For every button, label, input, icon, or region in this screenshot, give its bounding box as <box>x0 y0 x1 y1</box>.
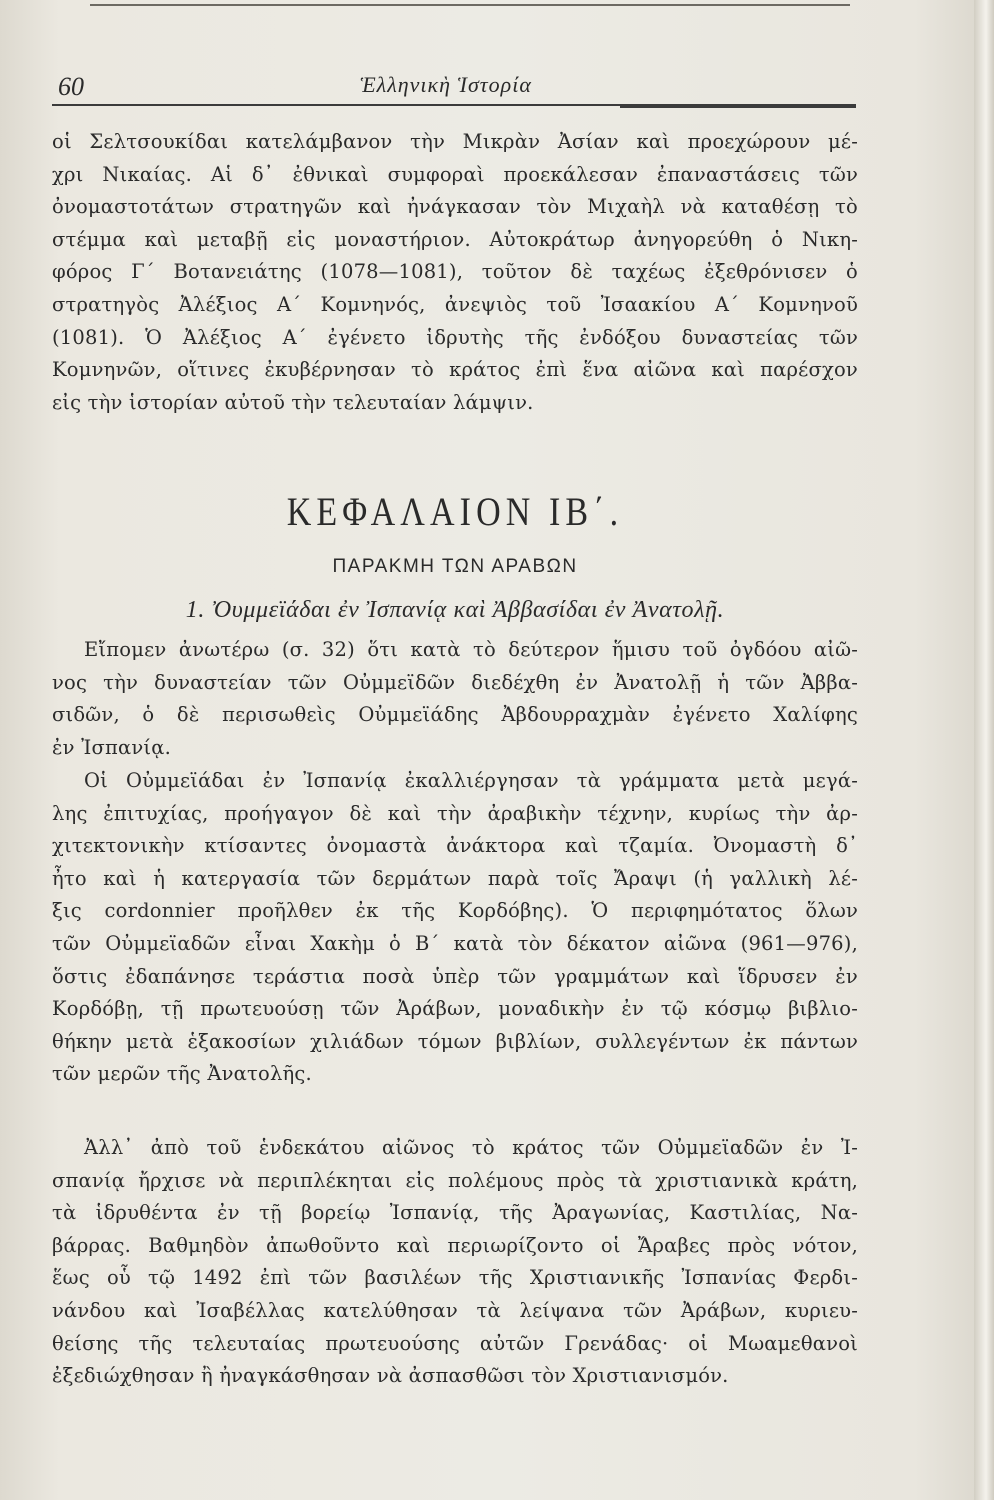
chapter-subtitle: ΠΑΡΑΚΜΗ ΤΩΝ ΑΡΑΒΩΝ <box>332 556 578 577</box>
text-line: (1081). Ὁ Ἀλέξιος Α΄ ἐγένετο ἱδρυτὴς τῆς ἐνδόξου δυναστείας τῶν <box>52 325 858 349</box>
running-title: Ἑλληνικὴ Ἱστορία <box>360 72 532 97</box>
page-header <box>58 72 834 102</box>
text-line: ἕως οὗ τῷ 1492 ἐπὶ τῶν βασιλέων τῆς Χριστιανικῆς Ἰσπανίας Φερδι- <box>52 1266 858 1290</box>
text-line: Κομνηνῶν, οἵτινες ἐκυβέρνησαν τὸ κράτος ἐπὶ ἕνα αἰῶνα καὶ παρέσχον <box>52 358 858 382</box>
text-line: βάρρας. Βαθμηδὸν ἀπωθοῦντο καὶ περιωρίζοντο οἱ Ἄραβες πρὸς νότον, <box>52 1233 858 1257</box>
intro-paragraph <box>52 126 858 419</box>
page-number: 60 <box>58 72 84 101</box>
text-line: νος τὴν δυναστείαν τῶν Οὐμμεϊδῶν διεδέχθη ἐν Ἀνατολῇ ἡ τῶν Ἀββα- <box>52 670 858 694</box>
text-line: Ἀλλ᾽ ἀπὸ τοῦ ἑνδεκάτου αἰῶνος τὸ κράτος τῶν Οὐμμεϊαδῶν ἐν Ἰ- <box>84 1136 858 1159</box>
text-line: ξις cordonnier προῆλθεν ἐκ τῆς Κορδόβης). Ὁ περιφημότατος ὅλων <box>52 899 858 923</box>
paragraph-2 <box>52 765 858 1091</box>
text-line: στέμμα καὶ μεταβῇ εἰς μοναστήριον. Αὐτοκράτωρ ἀνηγορεύθη ὁ Νικη- <box>52 227 858 251</box>
text-line: φόρος Γ΄ Βοτανειάτης (1078—1081), τοῦτον δὲ ταχέως ἐξεθρόνισεν ὁ <box>52 260 858 284</box>
text-line: εἰς τὴν ἱστορίαν αὐτοῦ τὴν τελευταίαν λάμψιν. <box>52 390 534 414</box>
text-line: οἱ Σελτσουκίδαι κατελάμβανον τὴν Μικρὰν Ἀσίαν καὶ προεχώρουν μέ- <box>52 130 858 153</box>
text-line: Οἱ Οὐμμεϊάδαι ἐν Ἰσπανίᾳ ἐκαλλιέργησαν τὰ γράμματα μετὰ μεγά- <box>84 769 858 792</box>
text-line: ὀνομαστοτάτων στρατηγῶν καὶ ἠνάγκασαν τὸν Μιχαὴλ νὰ καταθέσῃ τὸ <box>52 195 858 219</box>
text-line: νάνδου καὶ Ἰσαβέλλας κατελύθησαν τὰ λείψανα τῶν Ἀράβων, κυριευ- <box>52 1298 858 1322</box>
paragraph-3 <box>52 1132 858 1393</box>
text-line: τῶν μερῶν τῆς Ἀνατολῆς. <box>52 1062 312 1086</box>
text-line: ἐξεδιώχθησαν ἢ ἠναγκάσθησαν νὰ ἀσπασθῶσι τὸν Χριστιανισμόν. <box>52 1364 729 1388</box>
text-line: τῶν Οὐμμεϊαδῶν εἶναι Χακὴμ ὁ Β΄ κατὰ τὸν δέκατον αἰῶνα (961—976), <box>52 931 858 955</box>
section-heading: 1. Ὀυμμεϊάδαι ἐν Ἰσπανίᾳ καὶ Ἀββασίδαι ἐν Ἀνατολῇ. <box>185 597 725 623</box>
text-line: Κορδόβῃ, τῇ πρωτευούσῃ τῶν Ἀράβων, μοναδικὴν ἐν τῷ κόσμῳ βιβλιο- <box>52 997 858 1021</box>
text-line: ὅστις ἐδαπάνησε τεράστια ποσὰ ὑπὲρ τῶν γραμμάτων καὶ ἵδρυσεν ἐν <box>52 964 858 988</box>
text-line: ἦτο καὶ ἡ κατεργασία τῶν δερμάτων παρὰ τοῖς Ἄραψι (ἡ γαλλικὴ λέ- <box>52 866 858 890</box>
text-line: Εἴπομεν ἀνωτέρω (σ. 32) ὅτι κατὰ τὸ δεύτερον ἥμισυ τοῦ ὀγδόου αἰῶ- <box>84 638 858 661</box>
text-line: τὰ ἱδρυθέντα ἐν τῇ βορείῳ Ἰσπανίᾳ, τῆς Ἀραγωνίας, Καστιλίας, Να- <box>52 1201 858 1225</box>
text-line: θήκην μετὰ ἑξακοσίων χιλιάδων τόμων βιβλίων, συλλεγέντων ἐκ πάντων <box>52 1029 858 1053</box>
chapter-title: ΚΕΦΑΛΑΙΟΝ ΙΒ΄. <box>286 489 624 534</box>
top-edge-rule <box>90 4 850 6</box>
text-line: ἐν Ἰσπανίᾳ. <box>52 735 172 759</box>
header-rule-double <box>620 106 856 108</box>
text-line: σιδῶν, ὁ δὲ περισωθεὶς Οὐμμεϊάδης Ἀβδουρραχμὰν ἐγένετο Χαλίφης <box>52 703 858 727</box>
text-line: θείσης τῆς τελευταίας πρωτευούσης αὐτῶν Γρενάδας· οἱ Μωαμεθανοὶ <box>52 1331 858 1355</box>
text-line: λης ἐπιτυχίας, προήγαγον δὲ καὶ τὴν ἀραβικὴν τέχνην, κυρίως τὴν ἀρ- <box>52 801 858 825</box>
text-line: στρατηγὸς Ἀλέξιος Α΄ Κομνηνός, ἀνεψιὸς τοῦ Ἰσαακίου Α΄ Κομνηνοῦ <box>52 292 858 316</box>
text-line: χιτεκτονικὴν κτίσαντες ὀνομαστὰ ἀνάκτορα καὶ τζαμία. Ὀνομαστὴ δ᾽ <box>52 834 858 858</box>
page-edge <box>974 0 994 1500</box>
text-line: σπανίᾳ ἤρχισε νὰ περιπλέκηται εἰς πολέμους πρὸς τὰ χριστιανικὰ κράτη, <box>52 1168 858 1192</box>
paragraph-1 <box>52 634 858 764</box>
text-line: χρι Νικαίας. Αἱ δ᾽ ἐθνικαὶ συμφοραὶ προεκάλεσαν ἐπαναστάσεις τῶν <box>52 162 858 186</box>
